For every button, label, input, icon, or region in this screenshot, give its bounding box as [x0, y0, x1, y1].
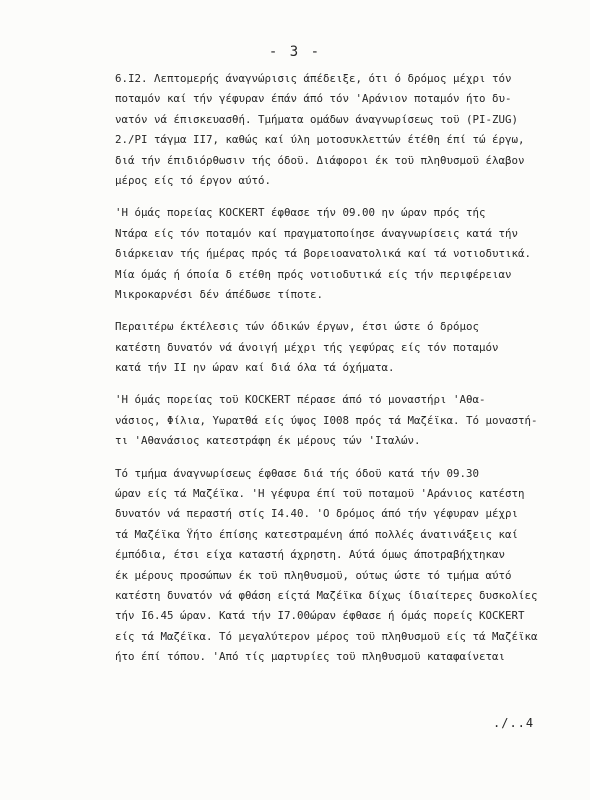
paragraph-1 — [115, 69, 575, 191]
text-line: τήν I6.45 ώραν. Κατά τήν I7.00ώραν έφθασε ή όμάς πορείς KOCKERT — [115, 609, 525, 623]
text-line: Μία όμάς ή όποία δ ετέθη πρός νοτιοδυτικά είς τήν περιφέρειαν — [115, 267, 512, 281]
text-line: διά τήν έπιδιόρθωσιν τής όδοϋ. Διάφοροι έκ τοϋ πληθυσμοϋ έλαβον — [115, 153, 525, 167]
text-line: έκ μέρους προσώπων έκ τοϋ πληθυσμοϋ, ούτως ώστε τό τμήμα αύτό — [115, 568, 512, 582]
text-line: κατέστη δυνατόν νά φθάση είςτά Μαζέϊκα δίχως ίδιαίτερες δυσκολίες — [115, 588, 538, 602]
text-line: κατά τήν II ην ώραν καί διά όλα τά όχήματα. — [115, 361, 395, 375]
text-line: τι 'Αθανάσιος κατεστράφη έκ μέρους τών 'Ιταλών. — [115, 434, 421, 448]
paragraph-5 — [115, 464, 575, 668]
text-line: Μικροκαρνέσι δέν άπέδωσε τίποτε. — [115, 287, 324, 301]
text-line: δυνατόν νά περαστή στίς I4.40. 'Ο δρόμος άπό τήν γέφυραν μέχρι — [115, 507, 519, 521]
text-line: 6.I2. Λεπτομερής άναγνώρισις άπέδειξε, ότι ό δρόμος μέχρι τόν — [115, 72, 512, 85]
text-line: Περαιτέρω έκτέλεσις τών όδικών έργων, έτσι ώστε ό δρόμος — [115, 320, 480, 334]
text-line: έμπόδια, έτσι είχα καταστή άχρηστη. Αύτά όμως άποτραβήχτηκαν — [115, 548, 506, 562]
text-line: ήτο έπί τόπου. 'Από τίς μαρτυρίες τοϋ πληθυσμοϋ καταφαίνεται — [115, 650, 506, 664]
text-line: είς τά Μαζέϊκα. Τό μεγαλύτερον μέρος τοϋ πληθυσμοϋ είς τά Μαζέϊκα — [115, 629, 538, 643]
text-line: Τό τμήμα άναγνωρίσεως έφθασε διά τής όδοϋ κατά τήν 09.30 — [115, 466, 480, 480]
text-line: κατέστη δυνατόν νά άνοιγή μέχρι τής γεφύρας είς τόν ποταμόν — [115, 340, 499, 354]
text-line: μέρος είς τό έργον αύτό. — [115, 173, 272, 187]
text-line: ώραν είς τά Μαζέϊκα. 'Η γέφυρα έπί τοϋ ποταμοϋ 'Αράνιος κατέστη — [115, 487, 525, 501]
page-number: - 3 - — [268, 44, 322, 60]
paragraph-gap — [115, 191, 575, 203]
continuation-marker: ./..4 — [493, 716, 535, 730]
text-line: νατόν νά έπισκευασθή. Τμήματα ομάδων άναγνωρίσεως τοϋ (PI-ZUG) — [115, 112, 519, 126]
paragraph-gap — [115, 378, 575, 390]
text-line: 'Η όμάς πορείας τοϋ KOCKERT πέρασε άπό τό μοναστήρι 'Αθα- — [115, 393, 486, 407]
paragraph-2 — [115, 203, 575, 305]
paragraph-4 — [115, 390, 575, 451]
body-text — [115, 69, 575, 668]
paragraph-gap — [115, 452, 575, 464]
text-line: 'Η όμάς πορείας KOCKERT έφθασε τήν 09.00 ην ώραν πρός τής — [115, 206, 486, 220]
paragraph-gap — [115, 305, 575, 317]
paragraph-3 — [115, 317, 575, 378]
text-line: νάσιος, Φίλια, Υωρατθά είς ύψος I008 πρός τά Μαζέϊκα. Τό μοναστή- — [115, 413, 538, 427]
text-line: 2./PI τάγμα II7, καθώς καί ύλη μοτοσυκλεττών έτέθη έπί τώ έργω, — [115, 133, 525, 147]
text-line: τά Μαζέϊκα Ϋήτο έπίσης κατεστραμένη άπό πολλές άνατινάξεις καί — [115, 527, 519, 541]
text-line: Ντάρα είς τόν ποταμόν καί πραγματοποίησε άναγνωρίσεις κατά τήν — [115, 226, 519, 240]
text-line: διάρκειαν τής ήμέρας πρός τά βορειοανατολικά καί τά νοτιοδυτικά. — [115, 247, 532, 261]
text-line: ποταμόν καί τήν γέφυραν έπάν άπό τόν 'Αράνιον ποταμόν ήτο δυ- — [115, 92, 512, 106]
